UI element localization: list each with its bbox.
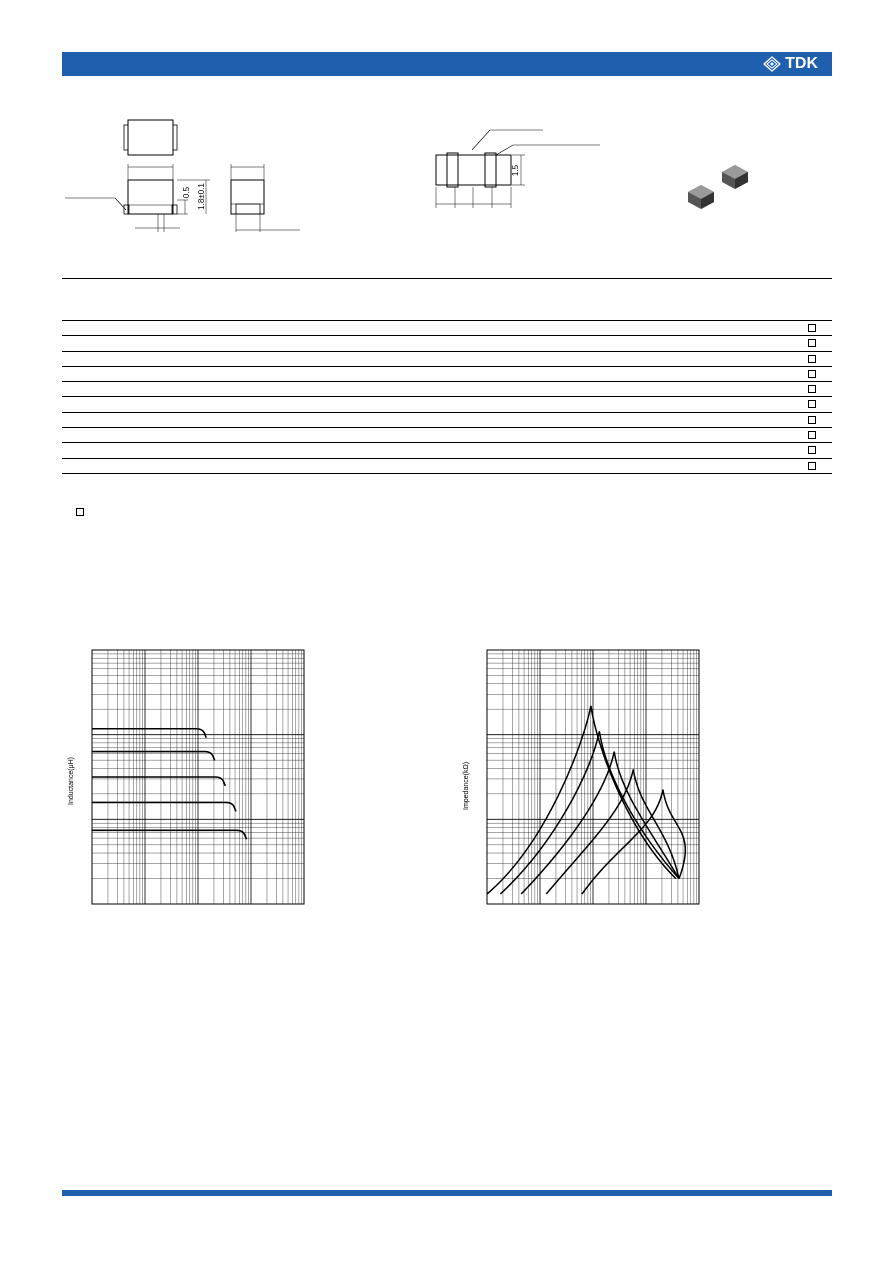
note-marker-box	[76, 508, 84, 516]
row-checkbox-glyph	[808, 446, 816, 454]
spec-table	[62, 278, 832, 474]
land-pattern-drawing	[425, 120, 625, 220]
impedance-series-line	[546, 769, 679, 894]
header-bar	[62, 52, 832, 76]
spec-table-body	[62, 321, 832, 474]
spec-table-row	[62, 336, 832, 351]
row-checkbox-glyph	[808, 370, 816, 378]
row-checkbox-glyph	[808, 355, 816, 363]
spec-table-row	[62, 367, 832, 382]
row-checkbox-glyph	[808, 339, 816, 347]
footer-bar	[62, 1190, 832, 1196]
row-checkbox-glyph	[808, 431, 816, 439]
spec-table-row	[62, 397, 832, 412]
impedance-y-axis-label: Impedance(kΩ)	[463, 761, 470, 810]
spec-table-row	[62, 321, 832, 336]
impedance-plot	[455, 645, 705, 910]
spec-table-row	[62, 352, 832, 367]
row-checkbox-glyph	[808, 385, 816, 393]
spec-table-row	[62, 459, 832, 474]
row-checkbox-glyph	[808, 462, 816, 470]
spec-table-row	[62, 413, 832, 428]
inductance-series-line	[92, 802, 236, 811]
inductance-series-line	[92, 777, 225, 786]
spec-table-row	[62, 443, 832, 458]
impedance-chart	[455, 645, 705, 910]
dimension-drawing	[60, 110, 310, 250]
spec-table-row	[62, 428, 832, 443]
spec-table-row	[62, 382, 832, 397]
row-checkbox-glyph	[808, 324, 816, 332]
inductance-plot	[60, 645, 310, 910]
product-photo	[685, 160, 765, 215]
impedance-series-line	[500, 731, 679, 894]
inductance-series-line	[92, 752, 215, 761]
tdk-logo-text: TDK	[785, 55, 818, 72]
land-height-label: 1.5	[511, 164, 521, 177]
inductance-series-line	[92, 729, 206, 738]
inductance-chart	[60, 645, 310, 910]
inductance-y-axis-label: Inductance(μH)	[68, 757, 75, 805]
body-height-label: 1.8±0.1	[196, 183, 206, 210]
row-checkbox-glyph	[808, 400, 816, 408]
terminal-height-label: 0.5	[182, 186, 192, 199]
impedance-series-line	[487, 706, 676, 894]
row-checkbox-glyph	[808, 416, 816, 424]
tdk-logo	[763, 55, 818, 73]
tdk-logo-icon	[763, 56, 781, 72]
spec-table-header	[62, 278, 832, 321]
